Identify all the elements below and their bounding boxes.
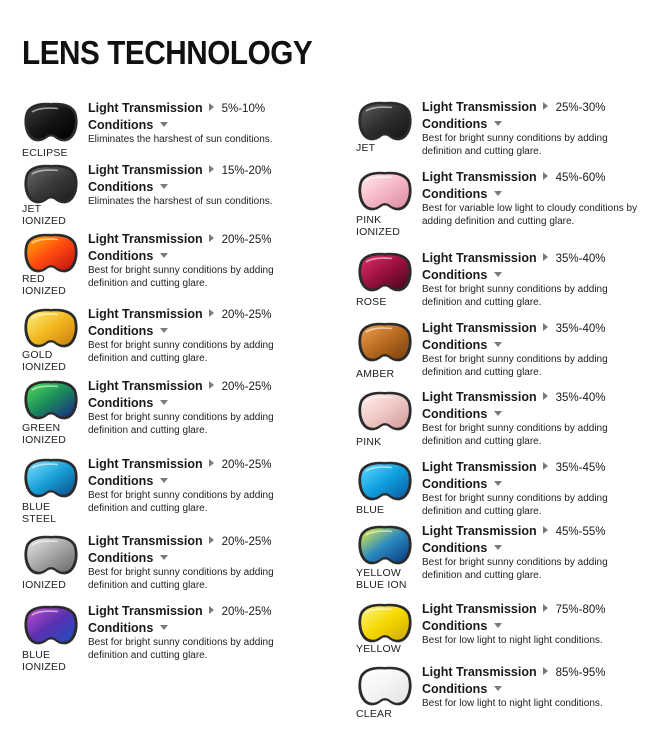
triangle-down-icon — [160, 328, 168, 333]
lens-name: AMBER — [356, 368, 395, 380]
conditions-label: Conditions — [88, 324, 154, 338]
light-transmission-row — [422, 523, 644, 540]
lens-card — [22, 456, 312, 527]
lens-info — [88, 378, 310, 437]
triangle-down-icon — [160, 253, 168, 258]
conditions-row — [88, 473, 310, 489]
goggle-lens-icon — [356, 601, 414, 647]
transmission-value: 35%-40% — [555, 323, 606, 335]
transmission-value: 20%-25% — [221, 381, 272, 393]
conditions-row — [422, 618, 644, 634]
triangle-down-icon — [160, 184, 168, 189]
transmission-value: 35%-40% — [555, 392, 606, 404]
conditions-label: Conditions — [422, 541, 488, 555]
conditions-label: Conditions — [422, 407, 488, 421]
lens-name: RED IONIZED — [22, 273, 66, 297]
goggle-lens-icon — [356, 169, 414, 215]
triangle-right-icon — [543, 392, 548, 400]
triangle-right-icon — [209, 381, 214, 389]
conditions-row — [88, 620, 310, 636]
lens-info — [88, 231, 310, 290]
triangle-right-icon — [543, 667, 548, 675]
light-transmission-label: Light Transmission — [88, 232, 203, 246]
lens-info — [88, 533, 310, 592]
lens-card — [356, 601, 646, 669]
transmission-value: 75%-80% — [555, 604, 606, 616]
conditions-row — [88, 550, 310, 566]
goggle-lens-icon — [356, 664, 414, 710]
lens-name: JET IONIZED — [22, 203, 66, 227]
triangle-down-icon — [494, 481, 502, 486]
light-transmission-row — [422, 99, 644, 116]
light-transmission-row — [88, 378, 310, 395]
conditions-label: Conditions — [422, 477, 488, 491]
light-transmission-row — [422, 459, 644, 476]
lens-description: Best for bright sunny conditions by adding definition and cutting glare. — [422, 493, 608, 517]
lens-info — [422, 169, 644, 228]
lens-info — [422, 250, 644, 309]
goggle-lens-icon — [22, 603, 80, 649]
conditions-row — [88, 395, 310, 411]
light-transmission-label: Light Transmission — [88, 163, 203, 177]
conditions-row — [422, 267, 644, 283]
light-transmission-label: Light Transmission — [422, 524, 537, 538]
conditions-row — [422, 406, 644, 422]
triangle-right-icon — [209, 309, 214, 317]
goggle-lens-icon — [356, 459, 414, 505]
lens-description: Best for bright sunny conditions by adding definition and cutting glare. — [422, 284, 608, 308]
conditions-row — [88, 179, 310, 195]
conditions-row — [88, 323, 310, 339]
triangle-down-icon — [160, 122, 168, 127]
light-transmission-row — [422, 320, 644, 337]
conditions-label: Conditions — [88, 249, 154, 263]
triangle-down-icon — [494, 121, 502, 126]
light-transmission-row — [88, 100, 310, 117]
triangle-down-icon — [494, 191, 502, 196]
conditions-label: Conditions — [422, 187, 488, 201]
lens-name: GREEN IONIZED — [22, 422, 66, 446]
light-transmission-label: Light Transmission — [422, 321, 537, 335]
light-transmission-row — [422, 250, 644, 267]
conditions-label: Conditions — [422, 619, 488, 633]
triangle-down-icon — [494, 545, 502, 550]
goggle-lens-icon — [356, 389, 414, 435]
lens-name: PINK — [356, 436, 382, 448]
conditions-row — [88, 117, 310, 133]
lens-name: CLEAR — [356, 708, 393, 720]
light-transmission-row — [88, 533, 310, 550]
light-transmission-row — [88, 162, 310, 179]
triangle-right-icon — [543, 323, 548, 331]
triangle-down-icon — [160, 478, 168, 483]
lens-card — [22, 378, 312, 448]
transmission-value: 45%-55% — [555, 526, 606, 538]
goggle-lens-icon — [22, 231, 80, 277]
goggle-lens-icon — [22, 533, 80, 579]
lens-info — [88, 603, 310, 662]
light-transmission-label: Light Transmission — [88, 307, 203, 321]
lens-info — [422, 389, 644, 448]
light-transmission-label: Light Transmission — [422, 460, 537, 474]
light-transmission-label: Light Transmission — [422, 100, 537, 114]
lens-card — [356, 459, 646, 530]
lens-description: Best for bright sunny conditions by adding definition and cutting glare. — [422, 354, 608, 378]
triangle-right-icon — [209, 459, 214, 467]
triangle-right-icon — [543, 102, 548, 110]
transmission-value: 35%-40% — [555, 253, 606, 265]
lens-description: Best for bright sunny conditions by adding definition and cutting glare. — [88, 340, 274, 364]
lens-description: Best for bright sunny conditions by adding definition and cutting glare. — [88, 490, 274, 514]
triangle-right-icon — [543, 172, 548, 180]
goggle-lens-icon — [22, 378, 80, 424]
transmission-value: 20%-25% — [221, 606, 272, 618]
triangle-right-icon — [543, 604, 548, 612]
lens-card — [22, 306, 312, 375]
conditions-label: Conditions — [88, 551, 154, 565]
lens-name: YELLOW — [356, 643, 401, 655]
lens-info — [422, 320, 644, 379]
goggle-lens-icon — [22, 306, 80, 352]
triangle-down-icon — [494, 623, 502, 628]
conditions-row — [422, 186, 644, 202]
lens-description: Best for bright sunny conditions by adding definition and cutting glare. — [88, 412, 274, 436]
lens-info — [88, 456, 310, 515]
conditions-label: Conditions — [422, 682, 488, 696]
lens-card — [356, 320, 646, 394]
transmission-value: 20%-25% — [221, 459, 272, 471]
lens-name: ROSE — [356, 296, 387, 308]
lens-card — [22, 603, 312, 675]
lens-card — [22, 162, 312, 229]
conditions-row — [422, 681, 644, 697]
light-transmission-label: Light Transmission — [422, 665, 537, 679]
lens-card — [356, 169, 646, 240]
light-transmission-label: Light Transmission — [422, 390, 537, 404]
lens-name: IONIZED — [22, 579, 66, 591]
lens-name: GOLD IONIZED — [22, 349, 66, 373]
lens-info — [422, 523, 644, 582]
lens-description: Best for low light to night light conditions. — [422, 698, 603, 709]
lens-description: Best for bright sunny conditions by adding definition and cutting glare. — [422, 557, 608, 581]
light-transmission-row — [88, 231, 310, 248]
goggle-lens-icon — [356, 523, 414, 569]
lens-info — [88, 306, 310, 365]
goggle-lens-icon — [22, 162, 80, 208]
conditions-label: Conditions — [422, 117, 488, 131]
conditions-label: Conditions — [88, 474, 154, 488]
transmission-value: 20%-25% — [221, 309, 272, 321]
lens-description: Best for low light to night light conditions. — [422, 635, 603, 646]
conditions-row — [422, 116, 644, 132]
conditions-label: Conditions — [88, 396, 154, 410]
lens-name: YELLOW BLUE ION — [356, 567, 407, 591]
conditions-row — [422, 476, 644, 492]
conditions-label: Conditions — [88, 621, 154, 635]
lens-name: PINK IONIZED — [356, 214, 400, 238]
triangle-right-icon — [543, 526, 548, 534]
lens-description: Best for bright sunny conditions by adding definition and cutting glare. — [422, 133, 608, 157]
light-transmission-row — [422, 601, 644, 618]
lens-name: BLUE — [356, 504, 385, 516]
lens-description: Best for bright sunny conditions by adding definition and cutting glare. — [422, 423, 608, 447]
light-transmission-label: Light Transmission — [422, 251, 537, 265]
lens-card — [356, 389, 646, 462]
lens-description: Eliminates the harshest of sun conditions. — [88, 196, 273, 207]
transmission-value: 85%-95% — [555, 667, 606, 679]
conditions-label: Conditions — [88, 118, 154, 132]
transmission-value: 20%-25% — [221, 234, 272, 246]
triangle-down-icon — [494, 686, 502, 691]
lens-name: BLUE IONIZED — [22, 649, 66, 673]
page-title: LENS TECHNOLOGY — [22, 34, 313, 71]
lens-info — [88, 162, 310, 209]
lens-card — [22, 533, 312, 605]
lens-card — [356, 99, 646, 168]
lens-description: Eliminates the harshest of sun conditions. — [88, 134, 273, 145]
lens-info — [422, 99, 644, 158]
triangle-down-icon — [160, 625, 168, 630]
light-transmission-label: Light Transmission — [88, 101, 203, 115]
lens-info — [422, 601, 644, 648]
triangle-down-icon — [160, 400, 168, 405]
light-transmission-row — [422, 664, 644, 681]
light-transmission-label: Light Transmission — [88, 604, 203, 618]
triangle-right-icon — [543, 253, 548, 261]
triangle-right-icon — [543, 462, 548, 470]
triangle-down-icon — [160, 555, 168, 560]
conditions-row — [422, 337, 644, 353]
lens-info — [88, 100, 310, 147]
triangle-right-icon — [209, 165, 214, 173]
transmission-value: 5%-10% — [221, 103, 266, 115]
triangle-down-icon — [494, 272, 502, 277]
conditions-row — [88, 248, 310, 264]
light-transmission-row — [422, 389, 644, 406]
lens-card — [356, 664, 646, 734]
light-transmission-row — [422, 169, 644, 186]
light-transmission-row — [88, 306, 310, 323]
triangle-down-icon — [494, 342, 502, 347]
goggle-lens-icon — [356, 99, 414, 145]
conditions-label: Conditions — [422, 268, 488, 282]
lens-card — [22, 231, 312, 299]
conditions-label: Conditions — [88, 180, 154, 194]
light-transmission-row — [88, 603, 310, 620]
triangle-right-icon — [209, 606, 214, 614]
lens-info — [422, 664, 644, 711]
triangle-down-icon — [494, 411, 502, 416]
light-transmission-label: Light Transmission — [422, 170, 537, 184]
goggle-lens-icon — [356, 250, 414, 296]
transmission-value: 25%-30% — [555, 102, 606, 114]
lens-description: Best for bright sunny conditions by adding definition and cutting glare. — [88, 637, 274, 661]
light-transmission-row — [88, 456, 310, 473]
triangle-right-icon — [209, 536, 214, 544]
transmission-value: 45%-60% — [555, 172, 606, 184]
light-transmission-label: Light Transmission — [88, 379, 203, 393]
lens-card — [356, 523, 646, 593]
lens-name: ECLIPSE — [22, 147, 68, 159]
light-transmission-label: Light Transmission — [422, 602, 537, 616]
lens-description: Best for bright sunny conditions by adding definition and cutting glare. — [88, 265, 274, 289]
goggle-lens-icon — [22, 100, 80, 146]
conditions-label: Conditions — [422, 338, 488, 352]
light-transmission-label: Light Transmission — [88, 534, 203, 548]
triangle-right-icon — [209, 103, 214, 111]
goggle-lens-icon — [356, 320, 414, 366]
goggle-lens-icon — [22, 456, 80, 502]
lens-info — [422, 459, 644, 518]
transmission-value: 20%-25% — [221, 536, 272, 548]
transmission-value: 15%-20% — [221, 165, 272, 177]
lens-name: JET — [356, 142, 376, 154]
transmission-value: 35%-45% — [555, 462, 606, 474]
lens-description: Best for variable low light to cloudy conditions by adding definition and cutting glare. — [422, 203, 638, 227]
light-transmission-label: Light Transmission — [88, 457, 203, 471]
lens-card — [356, 250, 646, 322]
lens-description: Best for bright sunny conditions by adding definition and cutting glare. — [88, 567, 274, 591]
triangle-right-icon — [209, 234, 214, 242]
lens-name: BLUE STEEL — [22, 501, 57, 525]
conditions-row — [422, 540, 644, 556]
